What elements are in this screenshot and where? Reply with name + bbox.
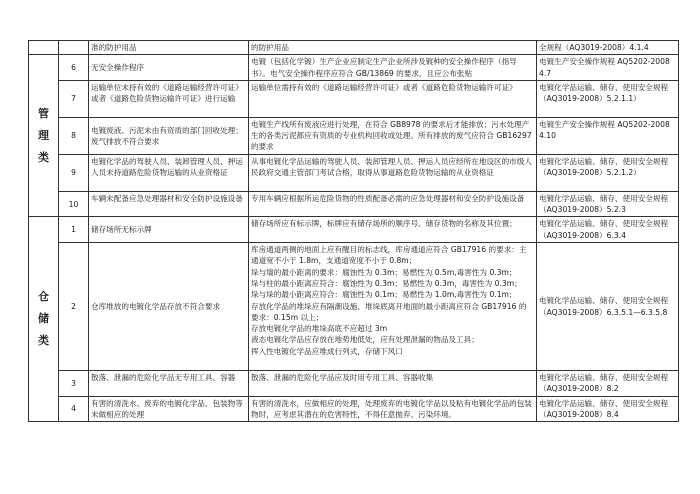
- row-number: 10: [59, 191, 89, 217]
- hazard-item: 储存场所无标示牌: [89, 217, 249, 243]
- hazard-item: 电镀化学品的驾驶人员、装卸管理人员、押运人员未持道路危险货物运输的从业资格证: [89, 154, 249, 191]
- row-number: 8: [59, 117, 89, 154]
- requirement-text: 电镀（包括化学镀）生产企业应制定生产企业所涉及镀种的安全操作程序（指导书）。电气安全操作程序应符合 GB/13869 的要求，且应公布张贴: [249, 55, 537, 81]
- requirement-line: 存放化学品的堆垛应有隔潮设施、堆垛底离开地面的最小距离应符合 GB17916 的要求：0.15m 以上；: [251, 301, 527, 322]
- row-number-blank: [59, 41, 89, 55]
- category-management: [29, 55, 59, 217]
- basis-text: 全规程（AQ3019-2008）4.1.4: [537, 41, 679, 55]
- basis-text: 电镀化学品运输、储存、使用安全规程（AQ3019-2008）8.4: [537, 396, 679, 422]
- table-row: [29, 191, 679, 217]
- row-number: 2: [59, 243, 89, 371]
- hazard-item: 有害的清洗水、废弃的电镀化学品、包装物等未做相应的处理: [89, 396, 249, 422]
- hazard-item: 仓库堆放的电镀化学品存放不符合要求: [89, 243, 249, 371]
- category-label-char-2: 理: [38, 128, 49, 142]
- table-row: [29, 55, 679, 81]
- category-label-char-3: 类: [38, 334, 49, 348]
- hazard-item: 电镀废液、污泥未由有资质的部门回收处理；废气排放不符合要求: [89, 117, 249, 154]
- requirement-text: 专用车辆应根据所运危险货物的性质配备必需的应急处理器材和安全防护设施设备: [249, 191, 537, 217]
- category-label-char-2: 储: [38, 312, 49, 326]
- basis-text: 电镀化学品运输、储存、使用安全规程（AQ3019-2008）6.3.5.1—6.3.5.8: [537, 243, 679, 371]
- hazard-item: 散落、泄漏的危险化学品无专用工具、容器: [89, 371, 249, 397]
- category-label-char-3: 类: [38, 150, 49, 164]
- requirement-text: 的防护用品: [249, 41, 537, 55]
- table-row: [29, 243, 679, 371]
- basis-text: 电镀化学品运输、储存、使用安全规程（AQ3019-2008）5.2.1.1）: [537, 80, 679, 117]
- hazard-item: 准的防护用品: [89, 41, 249, 55]
- requirement-line: 库房通道两侧的地面上应有醒目的标志线，库房通道应符合 GB17916 的要求：主通道宽不小于 1.8m，支通道宽度不小于 0.8m；: [251, 245, 527, 266]
- requirement-text: 散落、泄漏的危险化学品应及时用专用工具、容器收集: [249, 371, 537, 397]
- row-number: 4: [59, 396, 89, 422]
- basis-text: 电镀化学品运输、储存、使用安全规程（AQ3019-2008）5.2.3: [537, 191, 679, 217]
- table-row: [29, 217, 679, 243]
- requirement-line: 垛与垛的最小距离应符合：腐蚀性为 0.1m；易燃性为 1.0m,毒害性为 0.1m；: [251, 290, 517, 300]
- row-number: 9: [59, 154, 89, 191]
- table-row: [29, 371, 679, 397]
- requirement-line: 液态电镀化学品应存放在地势地低处，应有处理泄漏的物品及工具；: [251, 335, 479, 345]
- requirement-line: 垛与墙的最小距离的要求：腐蚀性为 0.3m；易燃性为 0.5m,毒害性为 0.3m；: [251, 267, 517, 277]
- table-row: [29, 117, 679, 154]
- table-row: [29, 41, 679, 55]
- hazard-item: 无安全操作程序: [89, 55, 249, 81]
- category-cell-blank: [29, 41, 59, 55]
- regulation-table: [28, 40, 679, 422]
- basis-text: 电镀化学品运输、储存、使用安全规程（AQ3019-2008）5.2.1.2）: [537, 154, 679, 191]
- basis-text: 电镀化学品运输、储存、使用安全规程（AQ3019-2008）6.3.4: [537, 217, 679, 243]
- requirement-line: 挥入性电镀化学品应堆成行列式，存储下风口: [251, 346, 403, 356]
- basis-text: 电镀生产安全操作规程 AQ5202-2008 4.7: [537, 55, 679, 81]
- requirement-text: 有害的清洗水，应做相应的处理，处理废弃的电镀化学品以及粘有电镀化学品的包装物时，应考虑其潜在的危害特性，不得任意抛弃、污染环境。: [249, 396, 537, 422]
- requirement-line: 存放电镀化学品的堆垛高底不应超过 3m: [251, 324, 388, 334]
- basis-text: 电镀生产安全操作规程 AQ5202-2008 4.10: [537, 117, 679, 154]
- row-number: 1: [59, 217, 89, 243]
- regulation-table-sheet: [28, 40, 678, 422]
- hazard-item: 车辆未配备应急处理器材和安全防护设施设备: [89, 191, 249, 217]
- row-number: 6: [59, 55, 89, 81]
- requirement-text: 储存场所应有标示牌，标牌应有储存场所的顺序号、储存货物的名称及其位置；: [249, 217, 537, 243]
- category-label-char-1: 管: [38, 106, 49, 120]
- table-row: [29, 154, 679, 191]
- requirement-text: 从事电镀化学品运输的驾驶人员、装卸管理人员、押运人员应经所在地设区的市级人民政府交通主管部门考试合格，取得从事道路危险货物运输的从业资格证: [249, 154, 537, 191]
- row-number: 7: [59, 80, 89, 117]
- category-storage: [29, 217, 59, 422]
- requirement-text: 运输单位需持有效的《道路运输经营许可证》或者《道路危险货物运输许可证》: [249, 80, 537, 117]
- table-row: [29, 396, 679, 422]
- hazard-item: 运输单位未持有效的《道路运输经营许可证》或者《道路危险货物运输许可证》进行运输: [89, 80, 249, 117]
- basis-text: 电镀化学品运输、储存、使用安全规程（AQ3019-2008）8.2: [537, 371, 679, 397]
- requirement-text: 电镀生产线所有废液应进行处理，在符合 GB8978 的要求后才能排放；污水处理产生的各类污泥都应有资质的专业机构回收或处理。所有排放的废气应符合 GB16297 的要求: [249, 117, 537, 154]
- row-number: 3: [59, 371, 89, 397]
- category-label-char-1: 仓: [38, 290, 49, 304]
- table-row: [29, 80, 679, 117]
- requirement-line: 垛与柱的最小距离应符合：腐蚀性为 0.3m；易燃性为 0.3m，毒害性为 0.3m；: [251, 278, 522, 288]
- requirement-text: [249, 243, 537, 371]
